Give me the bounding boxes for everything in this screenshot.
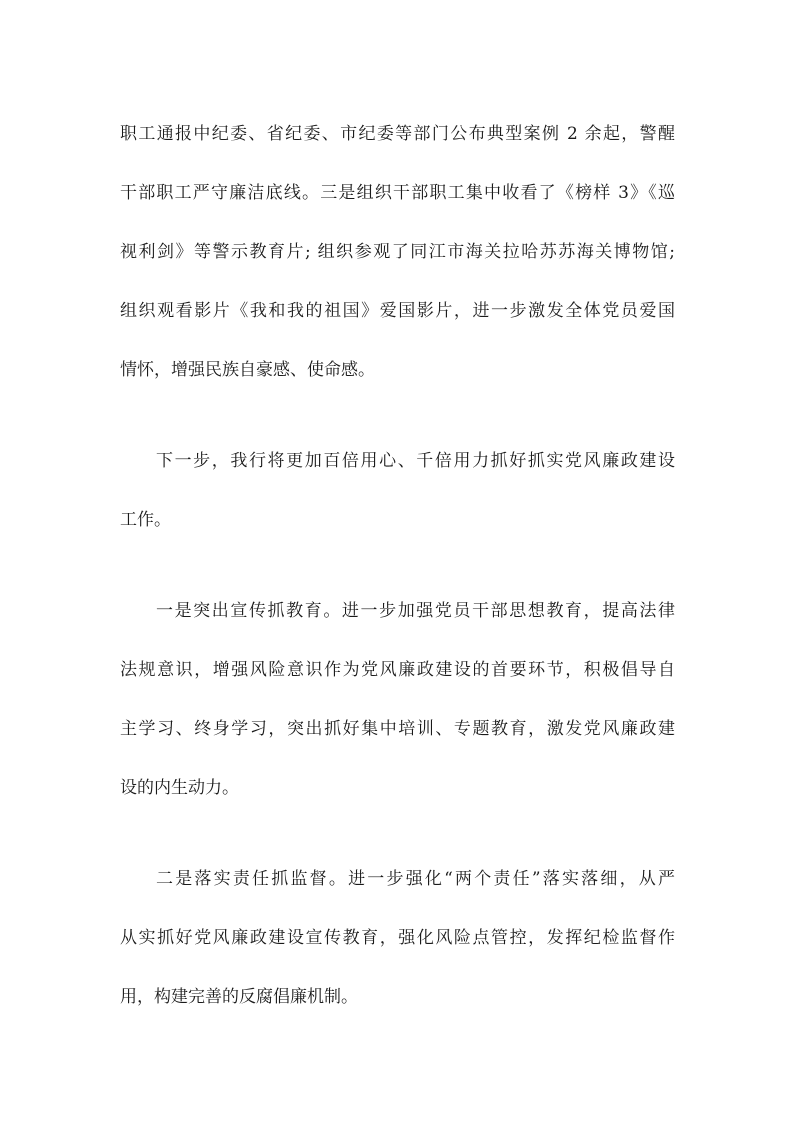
paragraph-4 <box>120 850 675 1027</box>
paragraph-line: 组织观看影片《我和我的祖国》爱国影片，进一步激发全体党员爱国 <box>120 301 675 321</box>
paragraph-3 <box>120 582 675 818</box>
paragraph-line: 法规意识，增强风险意识作为党风廉政建设的首要环节，积极倡导自 <box>120 660 675 680</box>
paragraph-2 <box>120 432 675 550</box>
paragraph-line: 干部职工严守廉洁底线。三是组织干部职工集中收看了《榜样 3》《巡 <box>120 183 675 203</box>
paragraph-line: 下一步，我行将更加百倍用心、千倍用力抓好抓实党风廉政建设 <box>156 451 675 471</box>
paragraph-spacer <box>120 550 675 582</box>
document-body <box>120 105 675 1027</box>
paragraph-line: 一是突出宣传抓教育。进一步加强党员干部思想教育，提高法律 <box>156 601 675 621</box>
paragraph-line: 职工通报中纪委、省纪委、市纪委等部门公布典型案例 2 余起，警醒 <box>120 124 675 144</box>
paragraph-line: 工作。 <box>120 510 171 530</box>
paragraph-line: 设的内生动力。 <box>120 778 239 798</box>
paragraph-line: 视利剑》等警示教育片; 组织参观了同江市海关拉哈苏苏海关博物馆; <box>120 242 675 262</box>
paragraph-spacer <box>120 818 675 850</box>
paragraph-line: 主学习、终身学习，突出抓好集中培训、专题教育，激发党风廉政建 <box>120 719 675 739</box>
paragraph-line: 从实抓好党风廉政建设宣传教育，强化风险点管控，发挥纪检监督作 <box>120 928 675 948</box>
paragraph-spacer <box>120 400 675 432</box>
paragraph-line: 用，构建完善的反腐倡廉机制。 <box>120 987 358 1007</box>
paragraph-1 <box>120 105 675 400</box>
paragraph-line: 情怀，增强民族自豪感、使命感。 <box>120 360 375 380</box>
paragraph-line: 二是落实责任抓监督。进一步强化“两个责任”落实落细，从严 <box>156 869 675 889</box>
